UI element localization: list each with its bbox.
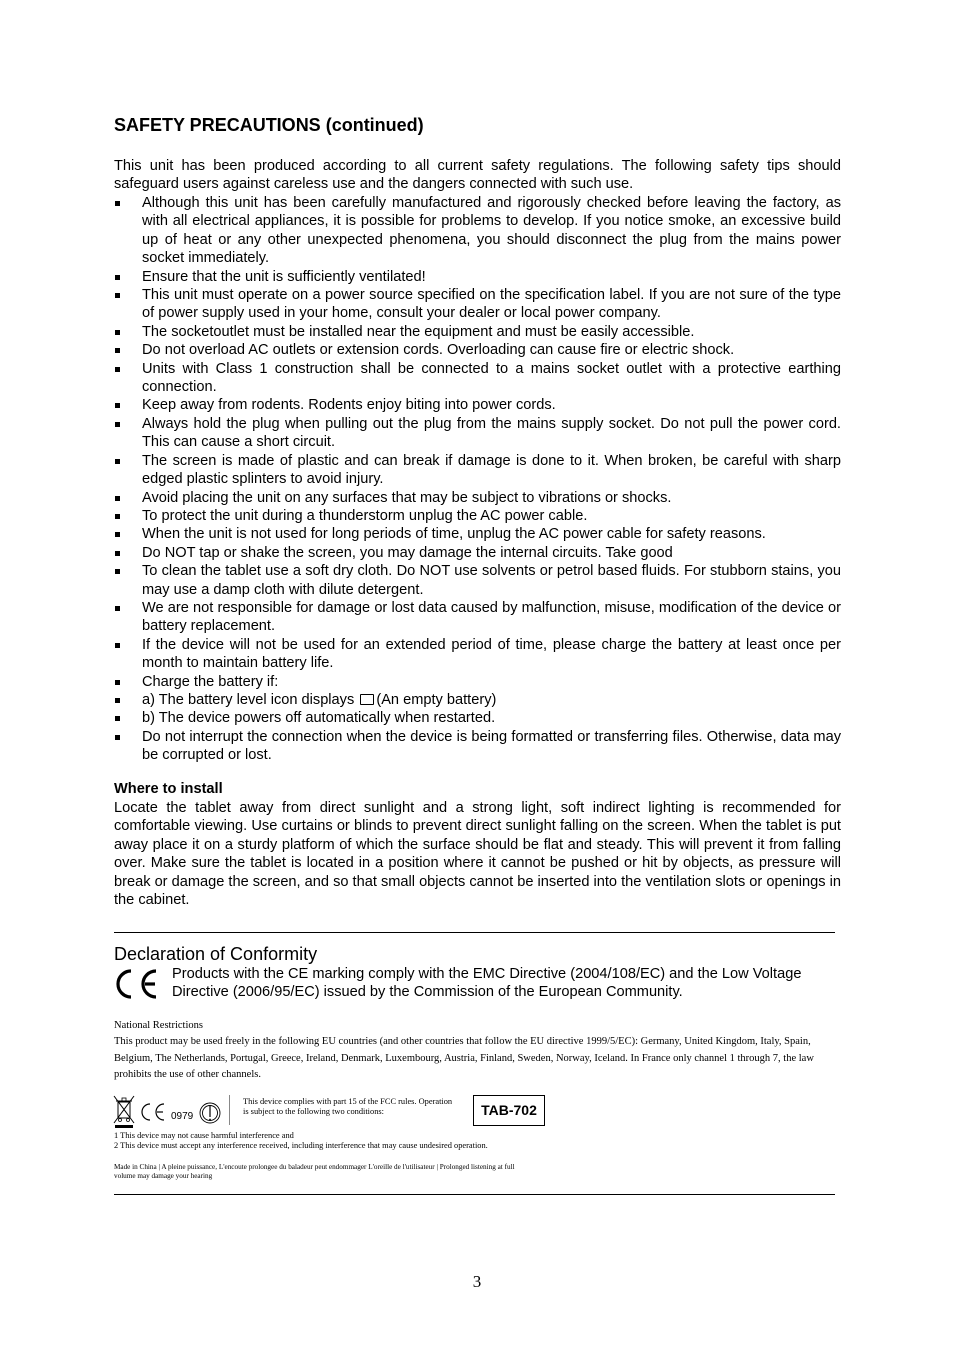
bullet-icon (115, 293, 120, 298)
bullet-icon (115, 532, 120, 537)
list-item: Do not overload AC outlets or extension cords. Overloading can cause fire or electric shock. (114, 341, 841, 359)
list-item: To protect the unit during a thunderstorm unplug the AC power cable. (114, 507, 841, 525)
bullet-icon (115, 275, 120, 280)
list-item: Units with Class 1 construction shall be connected to a mains socket outlet with a protective earthing connection. (114, 360, 841, 397)
list-item: b) The device powers off automatically when restarted. (114, 709, 841, 727)
list-item: The screen is made of plastic and can break if damage is done to it. When broken, be careful with sharp edged plastic splinters to avoid injury. (114, 452, 841, 489)
list-item: We are not responsible for damage or lost data caused by malfunction, misuse, modification of the device or battery replacement. (114, 599, 841, 636)
bullet-icon (115, 606, 120, 611)
fcc-condition-2: 2 This device must accept any interference received, including interference that may cause undesired operation. (114, 1141, 488, 1150)
bullet-icon (115, 716, 120, 721)
ce-mark-icon (112, 966, 160, 1002)
intro-paragraph: This unit has been produced according to all current safety regulations. The following safety tips should safeguard users against careless use and the dangers connected with such use. (114, 158, 841, 193)
fcc-statement: This device complies with part 15 of the FCC rules. Operation is subject to the following two conditions: (243, 1097, 453, 1116)
bullet-icon (115, 569, 120, 574)
declaration-title: Declaration of Conformity (114, 944, 318, 964)
list-item: Do NOT tap or shake the screen, you may damage the internal circuits. Take good (114, 544, 841, 562)
list-item: a) The battery level icon displays (An empty battery) (114, 691, 841, 709)
list-item: This unit must operate on a power source specified on the specification label. If you are not sure of the type of power supply used in your home, consult your dealer or local power company. (114, 286, 841, 323)
bullet-icon (115, 348, 120, 353)
model-label: TAB-702 (473, 1095, 545, 1126)
bullet-icon (115, 422, 120, 427)
alert-class2-icon (200, 1103, 220, 1123)
bullet-icon (115, 367, 120, 372)
bullet-icon (115, 514, 120, 519)
bullet-icon (115, 496, 120, 501)
national-restrictions-heading: National Restrictions (114, 1020, 203, 1031)
bullet-icon (115, 551, 120, 556)
list-item: Charge the battery if: (114, 673, 841, 691)
bullet-icon (115, 330, 120, 335)
bullet-icon (115, 735, 120, 740)
bullet-icon (115, 201, 120, 206)
list-item: When the unit is not used for long periods of time, unplug the AC power cable for safety reasons. (114, 525, 841, 543)
ce-statement: Products with the CE marking comply with the EMC Directive (2004/108/EC) and the Low Voltage Directive (2006/95/EC) issued by the Commission of the European Community. (172, 966, 802, 1001)
weee-bin-icon (114, 1096, 134, 1128)
install-heading: Where to install (114, 781, 223, 797)
divider (114, 1194, 835, 1195)
bullet-icon (115, 403, 120, 408)
bullet-icon (115, 698, 120, 703)
hearing-warning: Made in China | A pleine puissance, L'encoute prolongee du baladeur peut endommager L'oreille de l'utilisateur | Prolonged listening at full volume may damage your hearing (114, 1163, 515, 1180)
list-item: The socketoutlet must be installed near the equipment and must be easily accessible. (114, 323, 841, 341)
divider (114, 932, 835, 933)
bullet-icon (115, 680, 120, 685)
list-item: Keep away from rodents. Rodents enjoy biting into power cords. (114, 396, 841, 414)
ce-mark-icon (142, 1104, 164, 1120)
bullet-icon (115, 459, 120, 464)
bullet-icon (115, 643, 120, 648)
page-title: SAFETY PRECAUTIONS (continued) (114, 115, 424, 135)
compliance-icons (112, 1093, 227, 1129)
fcc-condition-1: 1 This device may not cause harmful interference and (114, 1131, 294, 1140)
list-item: Although this unit has been carefully manufactured and rigorously checked before leaving the factory, as with all electrical appliances, it is possible for problems to develop. If you notice smoke, an excessive build up of heat or any other unexpected phenomena, you should disconnect the plug from the mains power socket immediately. (114, 194, 841, 268)
empty-battery-icon (360, 694, 374, 705)
page-number: 3 (472, 1272, 482, 1291)
list-item: Do not interrupt the connection when the device is being formatted or transferring files. Otherwise, data may be corrupted or lost. (114, 728, 841, 765)
list-item: To clean the tablet use a soft dry cloth. Do NOT use solvents or petrol based fluids. For stubborn stains, you may use a damp cloth with dilute detergent. (114, 562, 841, 599)
list-item: Avoid placing the unit on any surfaces that may be subject to vibrations or shocks. (114, 489, 841, 507)
safety-list (114, 194, 841, 765)
list-item: If the device will not be used for an extended period of time, please charge the battery at least once per month to maintain battery life. (114, 636, 841, 673)
notified-body-number: 0979 (171, 1111, 194, 1122)
divider (229, 1095, 230, 1125)
list-item: Always hold the plug when pulling out the plug from the mains supply socket. Do not pull the power cord. This can cause a short circuit. (114, 415, 841, 452)
national-restrictions-text: This product may be used freely in the following EU countries (and other countries that follow the EU directive 1999/5/EC): Germany, United Kingdom, Italy, Spain, Belgium, The Netherlands, Portugal, Greece, Ireland, Denmark, Luxembourg, Austria, Finland, Sweden, Norway, Iceland. In France only channel 1 through 7, the law prohibits the use of other channels. (114, 1036, 814, 1080)
list-item: Ensure that the unit is sufficiently ventilated! (114, 268, 841, 286)
install-paragraph: Locate the tablet away from direct sunlight and a strong light, soft indirect lighting is recommended for comfortable viewing. Use curtains or blinds to prevent direct sunlight falling on the screen. When the tablet is put away place it on a sturdy platform of which the surface should be flat and steady. This will prevent it from falling over. Make sure the tablet is located in a position where it cannot be pushed or hit by objects, as pressure will break or damage the screen, and so that small objects cannot be inserted into the ventilation slots or openings in the cabinet. (114, 800, 841, 909)
